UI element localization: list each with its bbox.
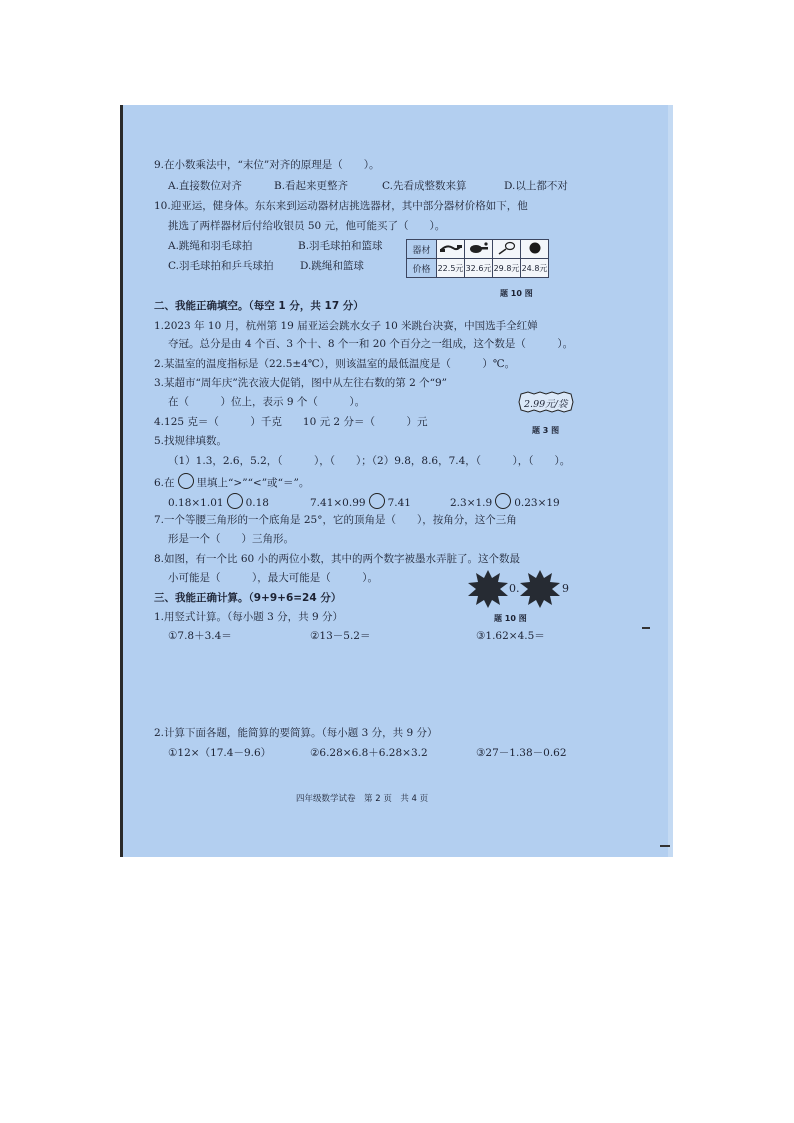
s2-q6-suffix: 里填上“>”“<”或“＝”。 xyxy=(196,477,310,489)
page-edge-left xyxy=(120,105,123,857)
compare-circle-icon[interactable] xyxy=(495,493,511,509)
s2-q8-line2: 小可能是（ ），最大可能是（ ）。 xyxy=(168,572,378,584)
compare-circle-icon[interactable] xyxy=(227,493,243,509)
compare-right: 7.41 xyxy=(387,497,411,509)
s2-q8-line1: 8.如图，有一个比 60 小的两位小数，其中的两个数字被墨水弄脏了。这个数最 xyxy=(154,553,521,565)
q10-option-d: D.跳绳和篮球 xyxy=(300,260,364,272)
q10-option-b: B.羽毛球拍和篮球 xyxy=(298,240,383,252)
s2-q7-line2: 形是一个（ ）三角形。 xyxy=(168,533,294,545)
jump-rope-icon xyxy=(437,240,465,259)
s2-q2: 2.某温室的温度指标是（22.5±4℃），则该温室的最低温度是（ ）℃。 xyxy=(154,358,516,370)
s2-q6-prefix: 6.在 xyxy=(154,477,175,489)
section3-title: 三、我能正确计算。（9+9+6=24 分） xyxy=(154,592,342,604)
price-badminton-racket: 29.8元 xyxy=(493,259,521,278)
q9-option-d: D.以上都不对 xyxy=(504,180,568,192)
s2-q7-line1: 7.一个等腰三角形的一个底角是 25°，它的顶角是（ ），按角分，这个三角 xyxy=(154,514,517,526)
q8-figure-caption: 题 10 图 xyxy=(494,614,527,623)
s2-q6 xyxy=(154,473,309,490)
s3-calc1-a: ①7.8＋3.4＝ xyxy=(168,630,232,642)
ink-blot-icon xyxy=(520,570,560,608)
scan-mark xyxy=(642,627,650,629)
section2-title: 二、我能正确填空。（每空 1 分，共 17 分） xyxy=(154,300,364,312)
s2-q1-line1: 1.2023 年 10 月，杭州第 19 届亚运会跳水女子 10 米跳台决赛，中国选手全红婵 xyxy=(154,320,538,332)
table-header-price: 价格 xyxy=(407,259,437,278)
compare-left: 2.3×1.9 xyxy=(450,497,493,509)
table-tennis-paddle-icon xyxy=(465,240,493,259)
s3-sub1: 1.用竖式计算。（每小题 3 分，共 9 分） xyxy=(154,611,343,623)
page-edge-strip xyxy=(668,105,673,857)
s2-q5: 5.找规律填数。 xyxy=(154,435,228,447)
compare-circle-icon xyxy=(178,473,194,489)
s2-q3-line1: 3.某超市“周年庆”洗衣液大促销，图中从左往右数的第 2 个“9” xyxy=(154,377,448,389)
q9-stem: 9.在小数乘法中，“末位”对齐的原理是（ ）。 xyxy=(154,159,380,171)
compare-left: 0.18×1.01 xyxy=(168,497,224,509)
scan-mark xyxy=(660,845,670,847)
q9-option-b: B.看起来更整齐 xyxy=(274,180,349,192)
equipment-price-table xyxy=(406,239,549,278)
s3-sub2: 2.计算下面各题，能简算的要简算。（每小题 3 分，共 9 分） xyxy=(154,727,438,739)
s3-calc2-b: ②6.28×6.8＋6.28×3.2 xyxy=(310,747,428,759)
basketball-icon xyxy=(521,240,549,259)
ink-blot-icon xyxy=(468,570,508,608)
s3-calc1-b: ②13－5.2＝ xyxy=(310,630,371,642)
q10-stem-line1: 10.迎亚运，健身体。东东来到运动器材店挑选器材，其中部分器材价格如下，他 xyxy=(154,200,528,212)
page-footer: 四年级数学试卷 第 2 页 共 4 页 xyxy=(296,794,429,804)
q10-figure-caption: 题 10 图 xyxy=(500,289,533,298)
s2-q3-line2: 在（ ）位上，表示 9 个（ ）。 xyxy=(168,396,366,408)
q10-option-c: C.羽毛球拍和乒乓球拍 xyxy=(168,260,274,272)
s2-q6-item-2 xyxy=(310,493,411,510)
s3-calc2-c: ③27－1.38－0.62 xyxy=(476,747,567,759)
price-tag-text: 2.99元/袋 xyxy=(524,399,568,410)
q9-option-c: C.先看成整数来算 xyxy=(382,180,467,192)
s3-calc1-c: ③1.62×4.5＝ xyxy=(476,630,545,642)
compare-circle-icon[interactable] xyxy=(369,493,385,509)
s2-q1-line2: 夺冠。总分是由 4 个百、3 个十、8 个一和 20 个百分之一组成，这个数是（ ）。 xyxy=(168,338,574,350)
ink-decimal-point: 0. xyxy=(509,582,520,595)
q10-stem-line2: 挑选了两样器材后付给收银员 50 元，他可能买了（ ）。 xyxy=(168,220,446,232)
s2-q6-item-3 xyxy=(450,493,560,510)
compare-left: 7.41×0.99 xyxy=(310,497,366,509)
price-jump-rope: 22.5元 xyxy=(437,259,465,278)
ink-visible-digit: 9 xyxy=(562,582,569,595)
s2-q4: 4.125 克＝（ ）千克 10 元 2 分＝（ ）元 xyxy=(154,416,428,428)
table-header-equipment: 器材 xyxy=(407,240,437,259)
s2-q6-item-1 xyxy=(168,493,269,510)
price-basketball: 24.8元 xyxy=(521,259,549,278)
compare-right: 0.18 xyxy=(245,497,269,509)
price-tag xyxy=(518,391,574,413)
exam-page-photo xyxy=(120,105,673,857)
compare-right: 0.23×19 xyxy=(514,497,560,509)
q3-figure-caption: 题 3 图 xyxy=(532,426,560,435)
q10-option-a: A.跳绳和羽毛球拍 xyxy=(168,240,253,252)
price-table-tennis-paddle: 32.6元 xyxy=(465,259,493,278)
q9-option-a: A.直接数位对齐 xyxy=(168,180,242,192)
badminton-racket-icon xyxy=(493,240,521,259)
s2-q5-sub: （1）1.3，2.6，5.2，（ ），（ ）；（2）9.8，8.6，7.4，（ ），（ ）。 xyxy=(168,455,571,467)
s3-calc2-a: ①12×（17.4－9.6） xyxy=(168,747,272,759)
